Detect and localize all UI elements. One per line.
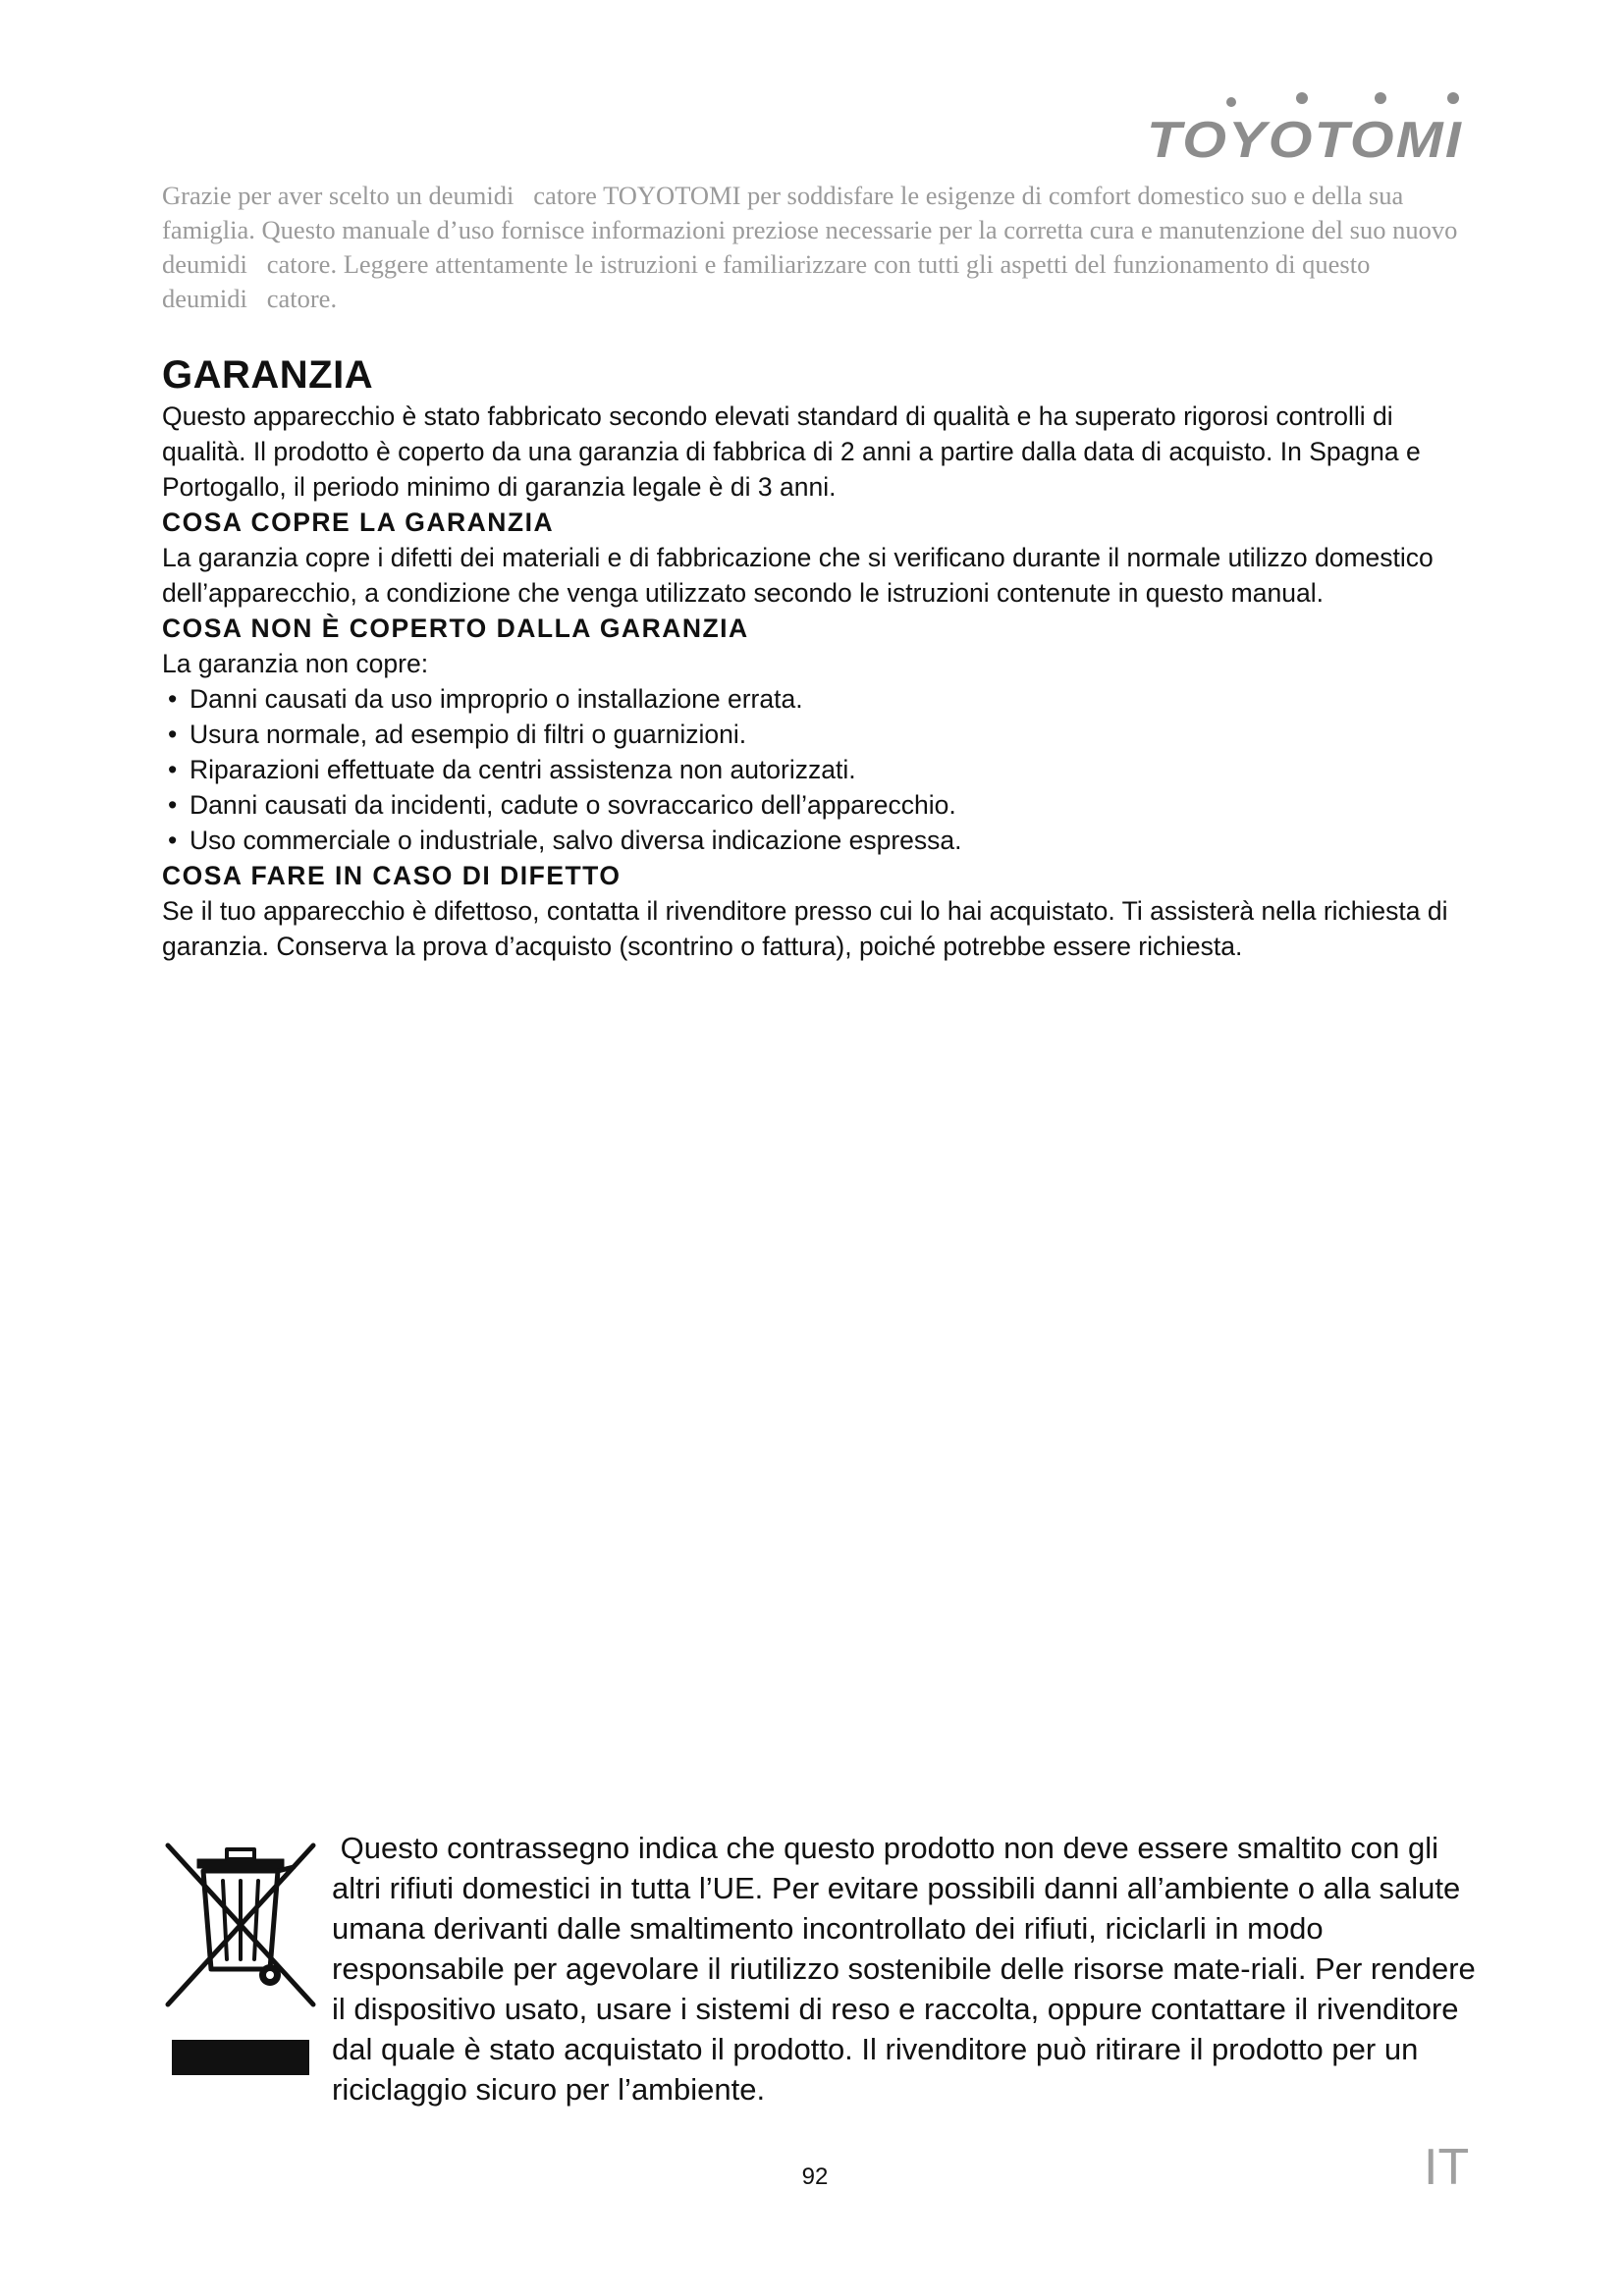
covered-heading: COSA COPRE LA GARANZIA [162, 507, 555, 537]
weee-crossed-bin-icon [162, 1838, 319, 2083]
list-item: • Usura normale, ad esempio di filtri o guarnizioni. [162, 717, 1468, 752]
disposal-notice: Questo contrassegno indica che questo prodotto non deve essere smaltito con gli altri rifiuti domestici in tutta l’UE. Per evitare possibili danni all’ambiente o alla salute umana derivanti dalle smaltimento incontrollato dei rifiuti, riciclarli in modo responsabile per agevolare il riutilizzo sostenibile delle risorse mate-riali. Per rendere il dispositivo usato, usare i sistemi di reso e raccolta, oppure contattare il rivenditore dal quale è stato acquistato il prodotto. Il rivenditore può ritirare il prodotto per un riciclaggio sicuro per l’ambiente. [332, 1831, 1476, 2107]
not-covered-list [162, 681, 1468, 858]
bullet-icon: • [168, 826, 178, 855]
warranty-intro: Questo apparecchio è stato fabbricato secondo elevati standard di qualità e ha superato rigorosi controlli di qualità. Il prodotto è coperto da una garanzia di fabbrica di 2 anni a partire dalla data di acquisto. In Spagna e Portogallo, il periodo minimo di garanzia legale è di 3 anni. [162, 401, 1421, 502]
logo-dot-icon [1296, 92, 1308, 104]
bullet-icon: • [168, 720, 178, 749]
bullet-icon: • [168, 790, 178, 820]
list-item: • Riparazioni effettuate da centri assistenza non autorizzati. [162, 752, 1468, 787]
logo-dot-icon [1375, 92, 1386, 104]
defect-heading: COSA FARE IN CASO DI DIFETTO [162, 861, 622, 890]
list-item: • Uso commerciale o industriale, salvo diversa indicazione espressa. [162, 823, 1468, 858]
defect-text: Se il tuo apparecchio è difettoso, contatta il rivenditore presso cui lo hai acquistato. Ti assisterà nella richiesta di garanzia. Conserva la prova d’acquisto (scontrino o fattura), poiché potrebbe essere richiesta. [162, 896, 1448, 961]
intro-section [162, 179, 1468, 316]
list-item: • Danni causati da incidenti, cadute o sovraccarico dell’apparecchio. [162, 787, 1468, 823]
language-code: IT [1424, 2139, 1470, 2196]
warranty-title: GARANZIA [162, 353, 374, 397]
toyotomi-logo [1147, 86, 1471, 167]
bullet-icon: • [168, 755, 178, 784]
bullet-icon: • [168, 684, 178, 714]
warranty-section [162, 351, 1468, 964]
not-covered-heading: COSA NON È COPERTO DALLA GARANZIA [162, 614, 749, 643]
logo-dot-icon [1447, 92, 1459, 104]
logo-dot-icon [1226, 97, 1236, 107]
covered-text: La garanzia copre i difetti dei materiali e di fabbricazione che si verificano durante il normale utilizzo domestico dell’apparecchio, a condizione che venga utilizzato secondo le istruzioni contenute in questo manual. [162, 543, 1434, 608]
list-item: • Danni causati da uso improprio o installazione errata. [162, 681, 1468, 717]
not-covered-lead: La garanzia non copre: [162, 649, 429, 678]
page-number: 92 [801, 2163, 829, 2190]
intro-paragraph: Grazie per aver scelto un deumidi catore TOYOTOMI per soddisfare le esigenze di comfort domestico suo e della sua famiglia. Questo manuale d’uso fornisce informazioni preziose necessarie per la corretta cura e manutenzione del suo nuovo deumidi catore. Leggere attentamente le istruzioni e familiarizzare con tutti gli aspetti del funzionamento di questo deumidi catore. [162, 181, 1458, 313]
brand-wordmark: TOYOTOMI [1147, 112, 1463, 167]
